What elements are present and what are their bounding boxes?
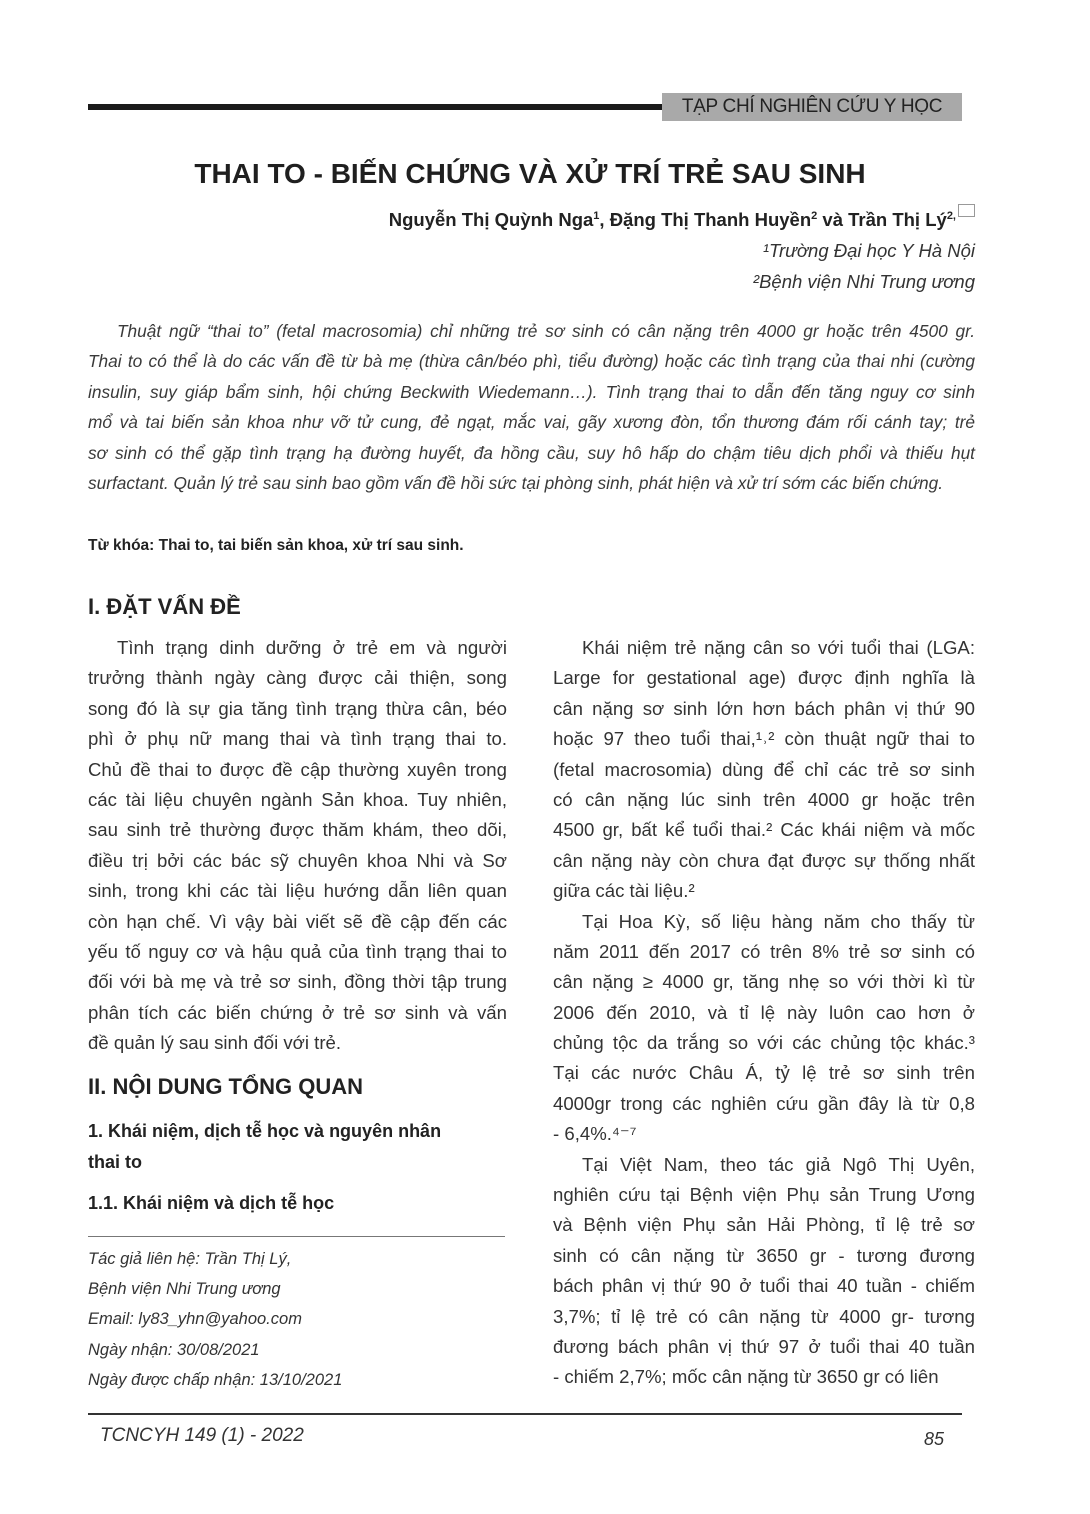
text-line: và Bệnh viện Phụ sản Hải Phòng, tỉ lệ trẻ sơ (553, 1214, 975, 1236)
right-column-body (553, 633, 975, 1393)
text-line: cân nặng ≥ 4000 gr, tăng nhẹ so với thời kì từ (553, 971, 975, 993)
contact-line: Tác giả liên hệ: Trần Thị Lý, (88, 1250, 292, 1268)
affiliation: ¹Trường Đại học Y Hà Nội (762, 240, 975, 261)
header-rule (88, 104, 664, 110)
text-line: điều trị bởi các bác sỹ chuyên khoa Nhi và Sơ (88, 849, 507, 871)
text-line: sinh, trong khi các tài liệu hướng dẫn liên quan (88, 880, 507, 902)
text-line: các tài liệu chuyên ngành Sản khoa. Tuy nhiên, (88, 788, 507, 810)
contact-line: Ngày được chấp nhận: 13/10/2021 (88, 1370, 343, 1389)
text-line: insulin, suy giáp bẩm sinh, hội chứng Beckwith Wiedemann…). Tình trạng thai to dẫn đến tăng nguy cơ sinh (88, 381, 975, 402)
text-line: chủng tộc da trắng so với các chủng tộc khác.³ (553, 1032, 975, 1054)
text-line: sau sinh trẻ thường được thăm khám, theo dõi, (88, 819, 507, 841)
text-line: phì ở phụ nữ mang thai và tình trạng thai to. (88, 728, 507, 750)
text-line: 2006 đến 2010, và tỉ lệ này luôn cao hơn ở (553, 1001, 975, 1023)
contact-line: Email: ly83_yhn@yahoo.com (88, 1310, 302, 1329)
text-line: yếu tố nguy cơ và hậu quả của tình trạng thai to (88, 940, 507, 962)
keywords: Từ khóa: Thai to, tai biến sản khoa, xử trí sau sinh. (88, 537, 464, 554)
text-line: 4500 gr, bất kể tuổi thai.² Các khái niệm và mốc (553, 819, 975, 841)
author-affiliation-mark: 2 (811, 209, 818, 222)
envelope-icon (958, 204, 975, 217)
text-line: sinh có cân nặng từ 3650 gr - tương đương (553, 1244, 975, 1266)
page-number: 85 (924, 1429, 945, 1449)
text-line: mổ và tai biến sản khoa như vỡ tử cung, đẻ ngạt, mắc vai, gãy xương đòn, tổn thương đám rối cánh tay; trẻ (88, 412, 975, 433)
text-line: cân nặng sơ sinh lớn hơn bách phân vị thứ 90 (553, 697, 975, 719)
text-line: đề quản lý sau sinh đối với trẻ. (88, 1032, 342, 1054)
text-line: phân tích các biến chứng ở trẻ sơ sinh và vấn (88, 1001, 507, 1023)
subsection-heading: 1.1. Khái niệm và dịch tễ học (88, 1193, 335, 1213)
separator: , (599, 209, 610, 230)
text-line: 3,7%; tỉ lệ trẻ có cân nặng từ 4000 gr- tương (553, 1305, 975, 1327)
text-line: Thuật ngữ “thai to” (fetal macrosomia) chỉ những trẻ sơ sinh có cân nặng trên 4000 gr hoặc trên 4500 gr. (117, 321, 975, 341)
author-name: Đặng Thị Thanh Huyền (609, 209, 812, 230)
text-line: Thai to có thể là do các vấn đề từ bà mẹ (thừa cân/béo phì, tiểu đường) hoặc các tình trạng của thai nhi (cường (88, 351, 975, 372)
separator: và (817, 209, 849, 230)
contact-line: Bệnh viện Nhi Trung ương (88, 1280, 281, 1299)
text-line: đối với bà mẹ và trẻ sơ sinh, đồng thời tập trung (88, 971, 507, 993)
author-affiliation-mark: 1 (593, 209, 600, 222)
author-name: Trần Thị Lý (848, 209, 947, 230)
contact-line: Ngày nhận: 30/08/2021 (88, 1340, 260, 1359)
text-line: Tại Việt Nam, theo tác giả Ngô Thị Uyên, (582, 1153, 975, 1175)
author-affiliation-mark: 2, (946, 209, 956, 222)
text-line: surfactant. Quản lý trẻ sau sinh bao gồm vấn đề hồi sức tại phòng sinh, phát hiện và xử trí sớm các biến chứng. (88, 472, 944, 493)
contact-info (88, 1244, 342, 1395)
text-line: cân nặng này còn chưa đạt được sự thống nhất (553, 849, 975, 871)
text-line: Khái niệm trẻ nặng cân so với tuổi thai (LGA: (582, 637, 975, 658)
text-line: còn hạn chế. Vì vậy bài viết sẽ đề cập đến các (88, 910, 507, 932)
text-line: trưởng thành ngày càng được cải thiện, song (88, 667, 507, 689)
subsection-heading: thai to (88, 1152, 142, 1172)
author-list (389, 209, 975, 231)
text-line: Chủ đề thai to được đề cập thường xuyên trong (88, 758, 507, 780)
text-line: 4000gr trong các nghiên cứu gần đây là từ 0,8 (553, 1092, 975, 1114)
text-line: sơ sinh có thể gặp tình trạng hạ đường huyết, đa hồng cầu, suy hô hấp do chậm tiêu dịch phổi và thiếu hụt (88, 442, 975, 463)
text-line: có cân nặng lúc sinh trên 4000 gr hoặc trên (553, 788, 975, 810)
section-1-body (88, 633, 507, 1058)
text-line: - 6,4%.⁴⁻⁷ (553, 1123, 637, 1145)
text-line: đương bách phân vị thứ 97 ở tuổi thai 40 tuần (553, 1335, 975, 1357)
text-line: nghiên cứu tại Bệnh viện Phụ sản Trung Ương (553, 1184, 975, 1206)
text-line: bách phân vị thứ 90 ở tuổi thai 40 tuần - chiếm (553, 1275, 975, 1297)
text-line: - chiếm 2,7%; mốc cân nặng từ 3650 gr có liên (553, 1366, 939, 1388)
abstract (88, 316, 975, 498)
section-heading: II. NỘI DUNG TỔNG QUAN (88, 1074, 363, 1099)
article-title: THAI TO - BIẾN CHỨNG VÀ XỬ TRÍ TRẺ SAU SINH (194, 158, 866, 189)
text-line: song đó là sự gia tăng tình trạng thừa cân, béo (88, 697, 507, 719)
text-line: Tại các nước Châu Á, tỷ lệ trẻ sơ sinh trên (553, 1062, 975, 1084)
subsection-heading: 1. Khái niệm, dịch tễ học và nguyên nhân (88, 1121, 442, 1141)
section-heading: I. ĐẶT VẤN ĐỀ (88, 594, 241, 619)
footnote-rule (88, 1236, 505, 1237)
text-line: giữa các tài liệu.² (553, 880, 695, 902)
footer-rule (88, 1413, 962, 1415)
text-line: hoặc 97 theo tuổi thai,¹˒² còn thuật ngữ thai to (553, 728, 975, 750)
journal-name: TẠP CHÍ NGHIÊN CỨU Y HỌC (662, 93, 962, 121)
text-line: năm 2011 đến 2017 có trên 8% trẻ sơ sinh có (553, 940, 975, 962)
text-line: Tại Hoa Kỳ, số liệu hàng năm cho thấy từ (582, 910, 975, 932)
text-line: Tình trạng dinh dưỡng ở trẻ em và người (117, 637, 507, 658)
text-line: (fetal macrosomia) dùng để chỉ các trẻ sơ sinh (553, 758, 975, 780)
journal-issue: TCNCYH 149 (1) - 2022 (100, 1425, 304, 1446)
author-name: Nguyễn Thị Quỳnh Nga (388, 209, 594, 230)
text-line: Large for gestational age) được định nghĩa là (553, 667, 975, 689)
affiliation: ²Bệnh viện Nhi Trung ương (752, 271, 975, 292)
